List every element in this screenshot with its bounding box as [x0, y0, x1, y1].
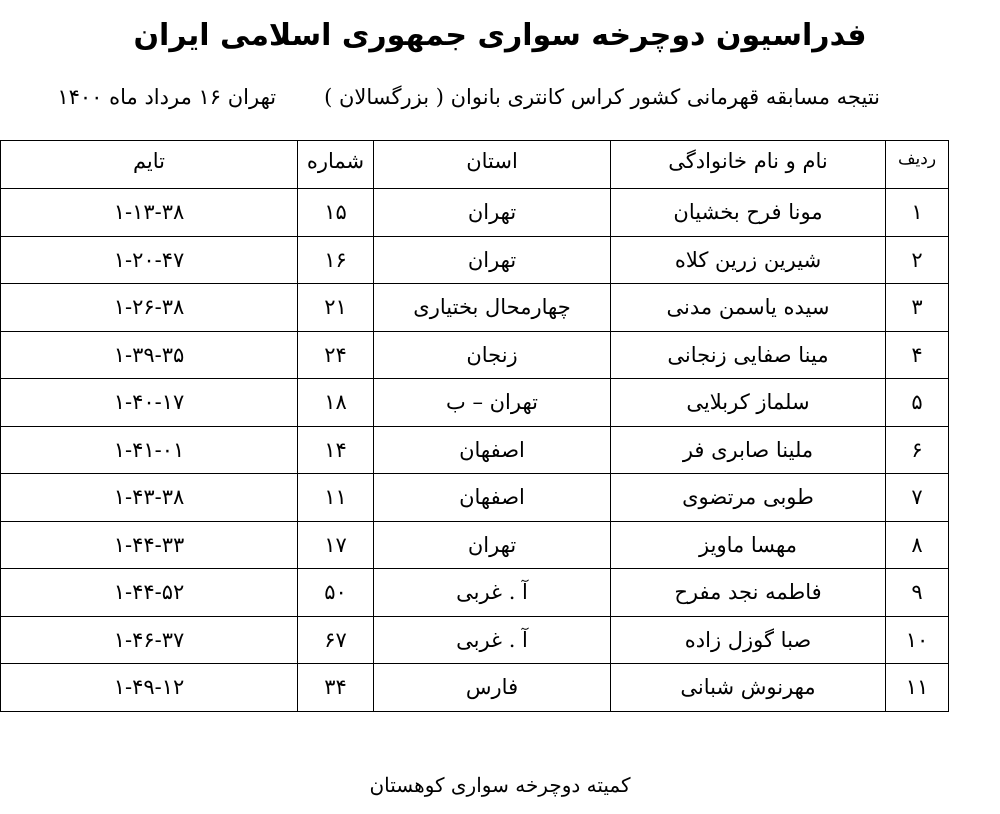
cell-time: ۱-۴۴-۵۲: [1, 569, 298, 617]
cell-name: شیرین زرین کلاه: [611, 236, 886, 284]
table-row: [1, 189, 949, 237]
cell-name: مینا صفایی زنجانی: [611, 331, 886, 379]
cell-number: ۱۵: [298, 189, 374, 237]
cell-rank: ۶: [886, 426, 949, 474]
cell-province: آ . غربی: [374, 616, 611, 664]
table-header-row: [1, 141, 949, 189]
cell-name: سلماز کربلایی: [611, 379, 886, 427]
cell-rank: ۱۱: [886, 664, 949, 712]
cell-number: ۱۴: [298, 426, 374, 474]
cell-province: زنجان: [374, 331, 611, 379]
cell-number: ۱۶: [298, 236, 374, 284]
table-row: [1, 569, 949, 617]
cell-name: مهسا ماویز: [611, 521, 886, 569]
cell-rank: ۸: [886, 521, 949, 569]
cell-province: اصفهان: [374, 474, 611, 522]
table-row: [1, 379, 949, 427]
table-row: [1, 616, 949, 664]
cell-rank: ۹: [886, 569, 949, 617]
cell-province: تهران: [374, 521, 611, 569]
cell-time: ۱-۱۳-۳۸: [1, 189, 298, 237]
header-name: نام و نام خانوادگی: [611, 141, 886, 189]
cell-time: ۱-۴۳-۳۸: [1, 474, 298, 522]
cell-time: ۱-۴۶-۳۷: [1, 616, 298, 664]
cell-rank: ۱۰: [886, 616, 949, 664]
cell-time: ۱-۲۶-۳۸: [1, 284, 298, 332]
cell-time: ۱-۳۹-۳۵: [1, 331, 298, 379]
document-title: فدراسیون دوچرخه سواری جمهوری اسلامی ایران: [133, 18, 867, 53]
cell-number: ۱۷: [298, 521, 374, 569]
cell-time: ۱-۴۱-۰۱: [1, 426, 298, 474]
committee-footer: کمیته دوچرخه سواری کوهستان: [369, 773, 631, 797]
table-row: [1, 426, 949, 474]
cell-province: فارس: [374, 664, 611, 712]
cell-number: ۳۴: [298, 664, 374, 712]
cell-name: مهرنوش شبانی: [611, 664, 886, 712]
cell-name: فاطمه نجد مفرح: [611, 569, 886, 617]
cell-number: ۶۷: [298, 616, 374, 664]
cell-number: ۲۱: [298, 284, 374, 332]
cell-province: تهران: [374, 236, 611, 284]
cell-name: مونا فرح بخشیان: [611, 189, 886, 237]
cell-province: چهارمحال بختیاری: [374, 284, 611, 332]
table-row: [1, 521, 949, 569]
header-time: تایم: [1, 141, 298, 189]
cell-province: اصفهان: [374, 426, 611, 474]
cell-rank: ۳: [886, 284, 949, 332]
table-row: [1, 331, 949, 379]
cell-name: سیده یاسمن مدنی: [611, 284, 886, 332]
event-date-location: تهران ۱۶ مرداد ماه ۱۴۰۰: [57, 85, 277, 109]
cell-rank: ۷: [886, 474, 949, 522]
cell-rank: ۵: [886, 379, 949, 427]
cell-rank: ۴: [886, 331, 949, 379]
cell-time: ۱-۴۹-۱۲: [1, 664, 298, 712]
table-row: [1, 474, 949, 522]
table-row: [1, 664, 949, 712]
cell-province: آ . غربی: [374, 569, 611, 617]
header-number: شماره: [298, 141, 374, 189]
cell-name: صبا گوزل زاده: [611, 616, 886, 664]
document-subtitle-line: [57, 82, 880, 112]
cell-number: ۱۱: [298, 474, 374, 522]
cell-time: ۱-۴۰-۱۷: [1, 379, 298, 427]
header-province: استان: [374, 141, 611, 189]
results-table: [0, 140, 949, 712]
cell-rank: ۲: [886, 236, 949, 284]
table-row: [1, 236, 949, 284]
cell-number: ۵۰: [298, 569, 374, 617]
cell-name: طوبی مرتضوی: [611, 474, 886, 522]
cell-time: ۱-۴۴-۳۳: [1, 521, 298, 569]
header-rank: ردیف: [886, 141, 949, 189]
table-row: [1, 284, 949, 332]
results-body: [1, 189, 949, 712]
cell-number: ۲۴: [298, 331, 374, 379]
event-description: نتیجه مسابقه قهرمانی کشور کراس کانتری بانوان ( بزرگسالان ): [324, 85, 880, 109]
cell-rank: ۱: [886, 189, 949, 237]
cell-time: ۱-۲۰-۴۷: [1, 236, 298, 284]
cell-name: ملینا صابری فر: [611, 426, 886, 474]
cell-province: تهران – ب: [374, 379, 611, 427]
cell-number: ۱۸: [298, 379, 374, 427]
cell-province: تهران: [374, 189, 611, 237]
